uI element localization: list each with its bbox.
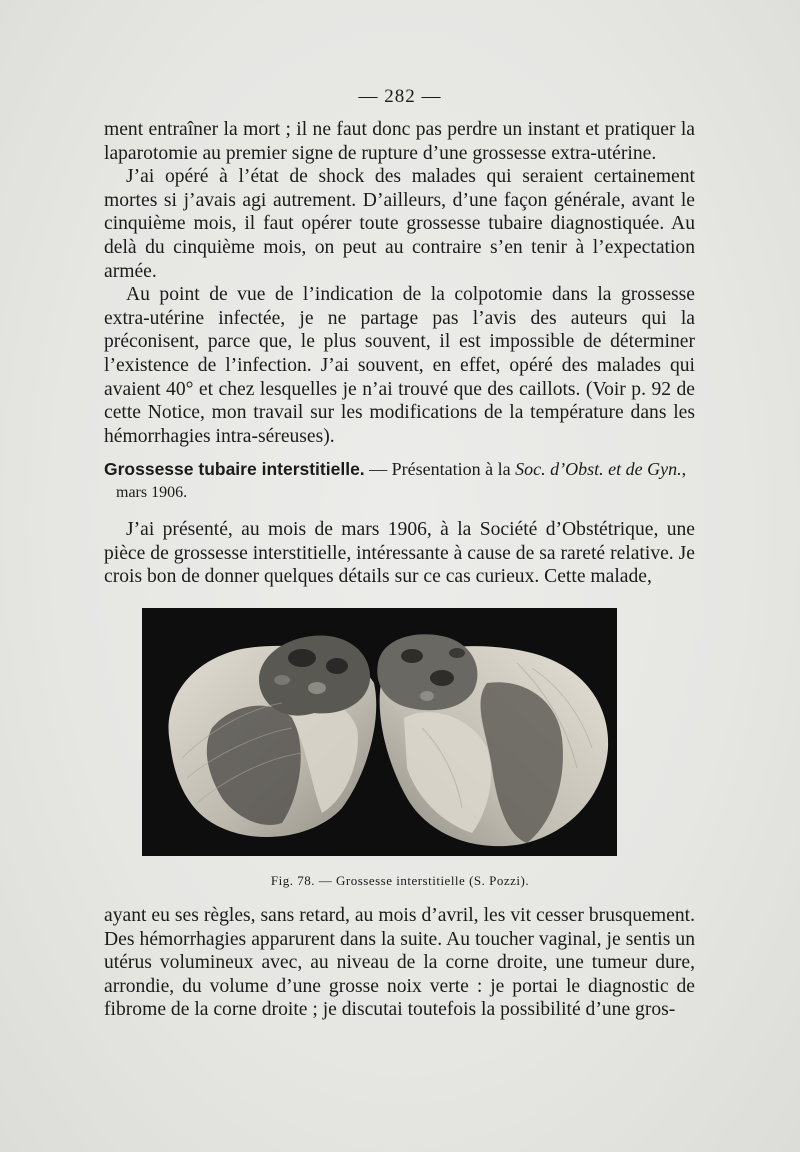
body-text-bottom [104, 904, 695, 1022]
page-number: — 282 — [358, 86, 442, 107]
specimen-photograph [142, 608, 617, 856]
paragraph: ayant eu ses règles, sans retard, au mois d’avril, les vit cesser brusquement. Des hémorrhagies apparurent dans la suite. Au toucher vaginal, je sentis un utérus volumineux avec, au niveau de la corne droite, une tumeur dure, arrondie, du volume d’une grosse noix verte : je portai le diagnostic de fibrome de la corne droite ; je discutai toutefois la possibilité d’une gros- [104, 905, 695, 1021]
body-text-middle [104, 518, 695, 589]
paragraph: Au point de vue de l’indication de la colpotomie dans la grossesse extra-utérine infectée, je ne partage pas l’avis des auteurs qui la préconisent, parce que, le plus souvent, il est impossible de déterminer l’existence de l’infection. J’ai souvent, en effet, opéré des malades qui avaient 40° et chez lesquelles je n’ai trouvé que des caillots. (Voir p. 92 de cette Notice, mon travail sur les modifications de la température dans les hémorrhagies intra-séreuses). [104, 284, 695, 447]
section-heading [104, 458, 695, 504]
section-presentation: — Présentation à la [364, 459, 516, 479]
body-text-top [104, 118, 695, 448]
section-date: mars 1906. [116, 484, 188, 501]
section-title: Grossesse tubaire interstitielle. [104, 459, 365, 479]
section-journal: Soc. d’Obst. et de Gyn. [515, 459, 682, 479]
section-comma: , [681, 459, 687, 479]
specimen-illustration [142, 608, 617, 856]
figure-caption: Fig. 78. — Grossesse interstitielle (S. Pozzi). [270, 873, 530, 888]
paragraph: J’ai présenté, au mois de mars 1906, à la Société d’Obstétrique, une pièce de grossesse interstitielle, intéressante à cause de sa rareté relative. Je crois bon de donner quelques détails sur ce cas curieux. Cette malade, [104, 519, 695, 588]
paragraph: J’ai opéré à l’état de shock des malades qui seraient certainement mortes si j’avais agi autrement. D’ailleurs, d’une façon générale, avant le cinquième mois, il faut opérer toute grossesse tubaire diagnostiquée. Au delà du cinquième mois, on peut au contraire s’en tenir à l’expectation armée. [104, 166, 695, 282]
paragraph: ment entraîner la mort ; il ne faut donc pas perdre un instant et pratiquer la laparotomie au premier signe de rupture d’une grossesse extra-utérine. [104, 119, 695, 164]
